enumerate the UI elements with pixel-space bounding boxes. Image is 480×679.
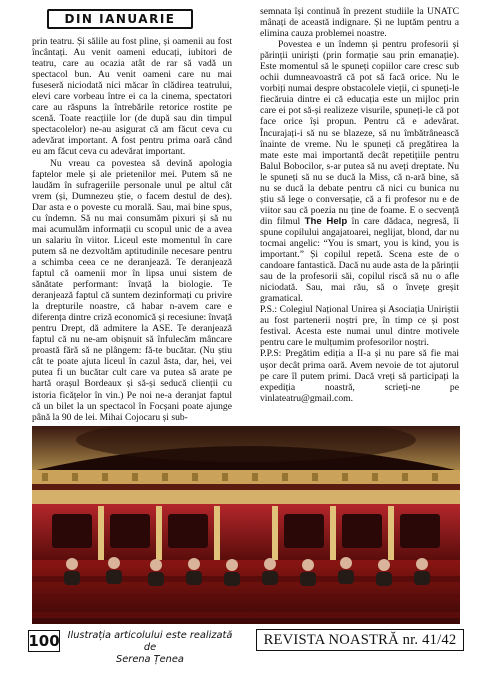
paragraph: semnata își continuă în prezent studiile la UNATC mânați de această indignare. Și ne luptăm pentru a elimina cauza problemei noastre.: [260, 6, 459, 40]
section-title: DIN IANUARIE: [64, 12, 176, 26]
caption-line: Serena Țenea: [116, 654, 184, 665]
page-number: [28, 630, 60, 652]
paragraph: prin teatru. Și sălile au fost pline, și oamenii au fost încântați. Au venit oameni educați, iubitori de teatru, care au ocazia atât de rar să vadă un spectacol bun. Au venit oameni care nu mai fuseseră niciodată nici măcar în clădirea teatrului, elevi care vorbeau între ei ca la cinema, spectatori care au răspuns la întrebările retorice rostite pe scenă. Toate reacțiile lor (de după sau din timpul spectacolelor) ne-au asigurat că am făcut ceva cu adevărat important. A fost pentru prima oară când eu am făcut ceva cu adevărat important.: [32, 36, 232, 158]
pps-note: P.P.S: Pregătim ediția a II-a și nu pare să fie mai ușor decât prima oară. Avem nevoie de tot ajutorul pe care îl putem primi. Dacă vreți să participați la expediția noastră, scrieți-ne pe vinlateatru@gmail.com.: [260, 348, 459, 404]
right-column: [260, 6, 459, 404]
paragraph: [260, 39, 459, 304]
film-title: The Help: [304, 215, 348, 227]
magazine-issue-text: REVISTA NOASTRĂ nr. 41/42: [263, 631, 457, 648]
caption-line: Ilustrația articolului este realizată de: [67, 630, 233, 653]
magazine-issue: [256, 629, 464, 651]
theatre-photo-illustration: [32, 426, 460, 624]
theatre-photo: [32, 426, 460, 624]
page-number-text: 100: [28, 632, 60, 650]
illustration-caption: [66, 630, 234, 666]
text-span: în care dădaca, negresă, îi spune copilului angajatoarei, neglijat, blond, dar nu tocmai angelic: “You is smart, you is kind, you is important.” Și copilul repetă. Scena este de o candoare fantastică. Dacă nu aude asta de la părinții sau de la profesorii săi, copilul riscă să nu o afle niciodată. Sau, mai rău, să o învețe greșit gramatical.: [260, 215, 459, 305]
section-header: [47, 9, 193, 29]
left-column: [32, 36, 232, 423]
text-span: Povestea e un îndemn și pentru profesorii și părinții uniriști (prin formație sau prin emanație). Este momentul să le spuneți copiilor care cresc sub ochii dumneavoastră că pot să facă orice. Nu le vorbiți numai despre obstacolele vieții, ci spuneți-le fiecăruia dintre ei că educația este un mijloc prin care ei pot să-și realizeze visurile, spuneți-le că pot face orice își propun. Pentru că e adevărat. Încurajați-i să nu se blazeze, să nu îmbătrânească înainte de vreme. Nu le spuneți că pregătirea la mate este mai importantă decât repetițiile pentru Balul Bobocilor, s-ar putea să nu aveți dreptate. Nu le spuneți să nu se ducă la Miss, că n-ară bine, să nu se ducă la debate pentru că nici cu bunica nu știu să lege o conversație, că a fi profesor nu e de viitor sau că poezia nu ține de foame. E o secvență din filmul: [260, 39, 460, 227]
ps-note: P.S.: Colegiul Național Unirea și Asociația Uniriștii au fost partenerii noștri pre, în timp ce și post festival. Acesta este numai unul dintre motivele pentru care le mulțumim profesorilor noștri.: [260, 304, 459, 349]
paragraph: Nu vreau ca povestea să devină apologia faptelor mele și ale prietenilor mei. Putem să ne laudăm în sufrageriile personale unul pe altul cât vrem (și, Dumnezeu știe, o facem destul de des). Dar asta e o poveste cu morală. Sau, mai bine spus, cu îndemn. Să nu mai consumăm pixuri și să nu mai acumulăm informații cu scopul unic de a avea un salariu în viitor. Liceul este momentul în care putem să ne dezvoltăm aptitudinile necesare pentru a schimba ceea ce ne deranjează. Te deranjează faptul că oamenii mor în lipsa unui sistem de sănătate performant: învață la biologie. Te deranjează faptul că suntem dezinformați cu privire la drepturile noastre, că habar n-avem care e diferența dintre criză economică și recesiune: învață pentru Drept, dă admitere la ASE. Te deranjează faptul că nu ne-am obișnuit să înfulecăm mâncare proastă fără să ne plângem: fă-te bucătar. (Nu știu cât te poate ajuta liceul în cazul ăsta, dar, hei, vei putea fi un bucătar cult care va putea să arate pe hartă orașul Bordeaux și să-și seducă clienții cu istoria ficățelor în vin.) Pe noi ne-a deranjat faptul că un bilet la un spectacol în Focșani poate ajunge până la 90 de lei. Mihai Cojocaru și sub-: [32, 157, 232, 423]
